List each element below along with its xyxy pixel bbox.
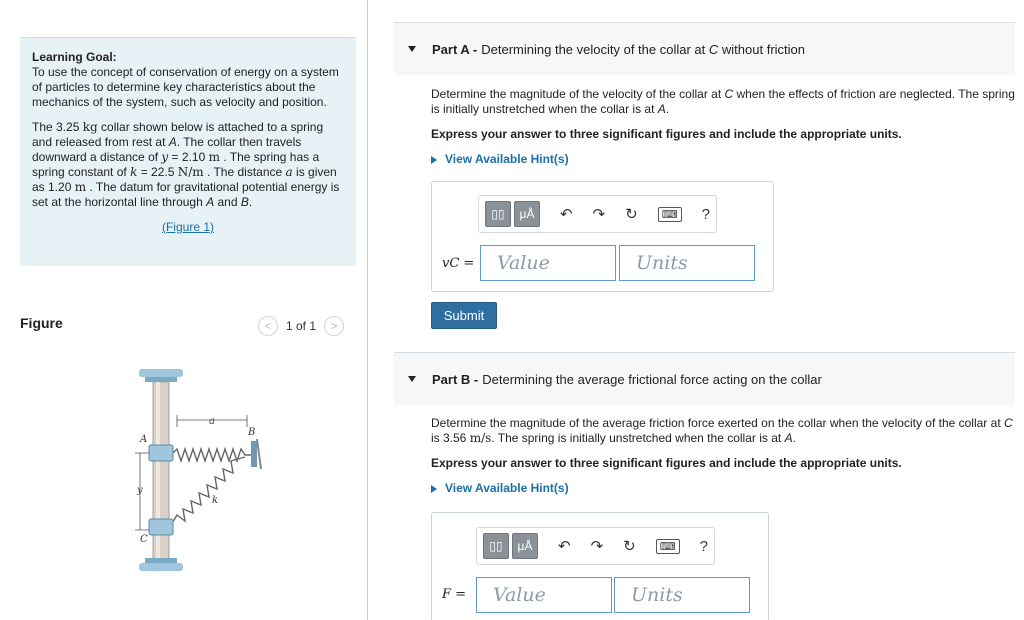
part-a-instruction: Express your answer to three significant figures and include the appropriate units. [431, 127, 902, 141]
hint-label: View Available Hint(s) [445, 481, 569, 495]
label-a: a [209, 416, 215, 427]
part-a-prefix: Part A - [432, 41, 478, 57]
keyboard-icon[interactable]: ⌨ [656, 539, 680, 554]
expand-triangle-icon [431, 156, 437, 164]
spring-at-c [171, 457, 245, 525]
collar-spring-figure [125, 365, 275, 580]
figure-count: 1 of 1 [286, 319, 317, 333]
rod-top-cap [139, 369, 183, 377]
questions-panel [369, 0, 1024, 620]
undo-icon[interactable]: ↶ [558, 538, 571, 555]
figure-pager [258, 316, 344, 336]
help-icon[interactable]: ? [701, 205, 710, 223]
part-a-value-input[interactable]: Value [480, 245, 616, 281]
label-B: B [248, 427, 256, 438]
wall-mount [251, 441, 257, 467]
part-b-answer-box [431, 512, 769, 620]
wall-hatch [257, 439, 261, 469]
units-button[interactable] [514, 201, 540, 227]
part-b-units-input[interactable]: Units [614, 577, 750, 613]
part-b-body [431, 416, 1019, 496]
collapse-triangle-icon [408, 46, 416, 52]
redo-icon[interactable]: ↷ [590, 538, 604, 555]
figure-link[interactable]: (Figure 1) [161, 220, 214, 234]
prev-figure-button[interactable] [258, 316, 278, 336]
goal-text: To use the concept of conservation of energy on a system of particles to determine key characteristics about the mechanics of the system, such as velocity and position. [32, 65, 339, 109]
units-icon: μÅ [517, 539, 533, 553]
part-a-variable-label: vC = [442, 256, 475, 271]
units-icon: μÅ [519, 207, 535, 221]
collar-at-c [149, 519, 173, 535]
part-a-units-input[interactable]: Units [619, 245, 755, 281]
chevron-right-icon: > [330, 319, 338, 333]
label-y: y [137, 485, 143, 496]
figure-heading: Figure [20, 315, 63, 331]
part-a-math-toolbar [478, 195, 717, 233]
hint-label: View Available Hint(s) [445, 152, 569, 166]
learning-goal-box [20, 37, 356, 266]
part-b-math-toolbar [476, 527, 715, 565]
templates-button[interactable] [485, 201, 511, 227]
part-b-hint-link[interactable] [431, 481, 1019, 496]
reset-icon[interactable]: ↻ [625, 206, 638, 223]
goal-title: Learning Goal: [32, 50, 117, 64]
part-b-instruction: Express your answer to three significant figures and include the appropriate units. [431, 456, 902, 470]
chevron-left-icon: < [264, 319, 272, 333]
expand-triangle-icon [431, 485, 437, 493]
part-a-header[interactable] [394, 22, 1015, 75]
keyboard-icon[interactable]: ⌨ [658, 207, 682, 222]
part-a-submit-button[interactable]: Submit [431, 302, 497, 329]
reset-icon[interactable]: ↻ [623, 538, 636, 555]
part-a-hint-link[interactable] [431, 152, 1019, 167]
part-b-title: Determining the average frictional force acting on the collar [482, 371, 822, 387]
label-C: C [140, 534, 148, 545]
collar-at-a [149, 445, 173, 461]
rod-bottom-cap [139, 563, 183, 571]
label-A: A [140, 434, 148, 445]
part-b-prefix: Part B - [432, 371, 479, 387]
problem-statement: The 3.25 kg collar shown below is attached to a spring and released from rest at A. The collar then travels downward a distance of y = 2.10 m . The spring has a spring constant of k = 22.5 N/m . The distance a is given as 1.20 m . The datum for gravitational potential energy is set at the horizontal line through A and B. [32, 120, 340, 209]
redo-icon[interactable]: ↷ [592, 206, 606, 223]
label-k: k [212, 495, 219, 506]
rod-bottom-base [145, 558, 177, 563]
part-a-answer-box [431, 181, 774, 292]
part-b-variable-label: F = [442, 587, 467, 602]
undo-icon[interactable]: ↶ [560, 206, 573, 223]
next-figure-button[interactable] [324, 316, 344, 336]
part-a-question: Determine the magnitude of the velocity of the collar at C when the effects of friction are neglected. The spring is initially unstretched when the collar is at A. [431, 87, 1015, 116]
rod-top-base [145, 377, 177, 382]
templates-icon: ▯▯ [491, 207, 505, 221]
part-a-body [431, 87, 1019, 167]
problem-panel [0, 0, 368, 620]
units-button[interactable] [512, 533, 538, 559]
collapse-triangle-icon [408, 376, 416, 382]
help-icon[interactable]: ? [699, 537, 708, 555]
part-a-title: Determining the velocity of the collar at C without friction [481, 41, 805, 57]
part-b-value-input[interactable]: Value [476, 577, 612, 613]
part-b-header[interactable] [394, 352, 1015, 405]
templates-icon: ▯▯ [489, 539, 503, 553]
templates-button[interactable] [483, 533, 509, 559]
part-b-question: Determine the magnitude of the average friction force exerted on the collar when the velocity of the collar at C is 3.56 m/s. The spring is initially unstretched when the collar is at A. [431, 416, 1013, 445]
